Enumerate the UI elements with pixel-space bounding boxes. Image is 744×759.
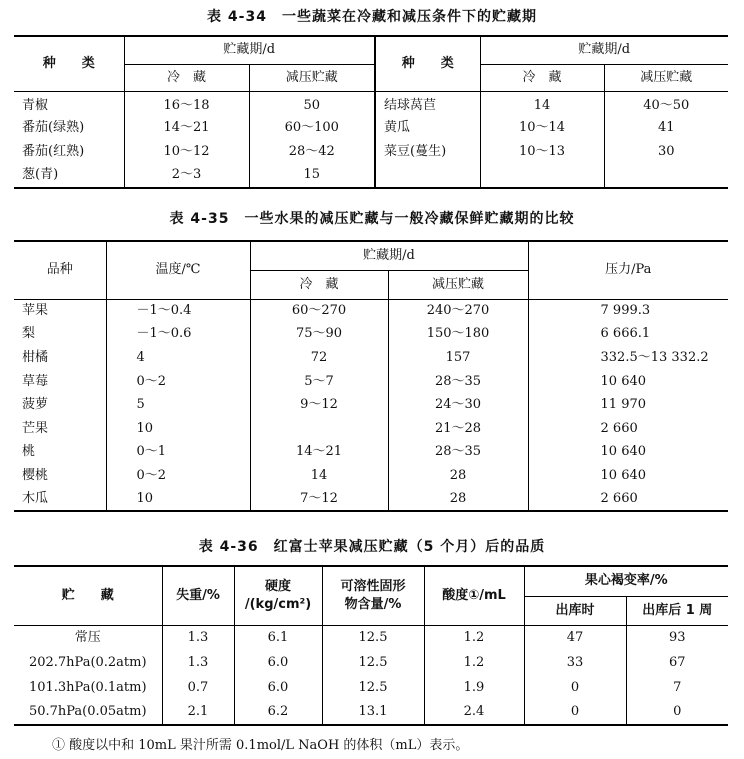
vacuum-days (604, 164, 728, 188)
weight-loss-header: 失重/% (162, 566, 234, 625)
cold-days: 9～12 (250, 393, 388, 417)
fruit-name: 苹果 (22, 303, 49, 319)
browning-week: 7 (626, 675, 728, 700)
vacuum-days: 30 (604, 140, 728, 164)
cold-days: 14 (480, 91, 604, 116)
vacuum-header: 减压贮藏 (388, 270, 528, 299)
vacuum-days: 28～42 (249, 140, 375, 164)
acidity: 1.2 (424, 650, 524, 675)
temperature: 10 (106, 488, 250, 512)
table-row (14, 488, 728, 512)
temperature: 0～2 (106, 464, 250, 488)
cold-days: 16～18 (124, 91, 249, 116)
cold-header: 冷 藏 (124, 64, 249, 91)
week-header: 出库后 1 周 (626, 596, 728, 625)
cold-days: 14～21 (124, 116, 249, 140)
temperature: 5 (106, 393, 250, 417)
weight-loss: 0.7 (162, 675, 234, 700)
table-4-35 (14, 240, 728, 512)
cold-days: 75～90 (250, 323, 388, 347)
cold-days: 7～12 (250, 488, 388, 512)
veg-name: 番茄(绿熟) (22, 119, 85, 135)
vacuum-days: 240～270 (388, 299, 528, 323)
soluble-solids: 13.1 (322, 700, 424, 725)
cold-days (250, 417, 388, 441)
period-header: 贮藏期/d (480, 36, 728, 64)
cold-days: 14 (250, 464, 388, 488)
acidity: 2.4 (424, 700, 524, 725)
pressure: 2 660 (528, 417, 728, 441)
browning-week: 67 (626, 650, 728, 675)
acidity: 1.2 (424, 625, 524, 650)
table-4-34-caption: 表 4-34 一些蔬菜在冷藏和减压条件下的贮藏期 (207, 9, 537, 25)
table-row (14, 625, 728, 650)
cold-header: 冷 藏 (480, 64, 604, 91)
vacuum-days: 157 (388, 346, 528, 370)
soluble-solids: 12.5 (322, 650, 424, 675)
table-row (14, 675, 728, 700)
cold-days: 14～21 (250, 441, 388, 465)
vacuum-days: 24～30 (388, 393, 528, 417)
vacuum-days: 15 (249, 164, 375, 188)
cold-days: 5～7 (250, 370, 388, 394)
vacuum-days: 150～180 (388, 323, 528, 347)
kind-header: 种 类 (14, 36, 124, 91)
table-row (14, 700, 728, 725)
pressure: 7 999.3 (528, 299, 728, 323)
veg-name (375, 164, 480, 188)
table-row (14, 116, 728, 140)
soluble-solids: 12.5 (322, 675, 424, 700)
hardness: 6.0 (234, 675, 322, 700)
cold-days: 10～14 (480, 116, 604, 140)
fruit-name: 芒果 (22, 420, 49, 436)
table-row (14, 91, 728, 116)
table-row (14, 464, 728, 488)
veg-name: 黄瓜 (375, 116, 480, 140)
cold-days (480, 164, 604, 188)
fruit-name: 柑橘 (22, 349, 49, 365)
kind-header: 种 类 (375, 36, 480, 91)
hardness: 6.1 (234, 625, 322, 650)
cold-days: 10～12 (124, 140, 249, 164)
table-4-35-caption: 表 4-35 一些水果的减压贮藏与一般冷藏保鲜贮藏期的比较 (169, 211, 575, 227)
table-row (14, 393, 728, 417)
table-row (14, 370, 728, 394)
browning-out: 47 (524, 625, 626, 650)
table-row (14, 346, 728, 370)
fruit-name: 菠萝 (22, 397, 49, 413)
vacuum-days: 40～50 (604, 91, 728, 116)
temp-header: 温度/℃ (106, 241, 250, 299)
vacuum-days: 60～100 (249, 116, 375, 140)
temperature: 10 (106, 417, 250, 441)
soluble-solids-header: 可溶性固形 物含量/% (322, 566, 424, 625)
table-row (14, 140, 728, 164)
vacuum-days: 50 (249, 91, 375, 116)
hardness-header: 硬度 /(kg/cm²) (234, 566, 322, 625)
pressure: 2 660 (528, 488, 728, 512)
vacuum-days: 28 (388, 464, 528, 488)
temperature: 4 (106, 346, 250, 370)
vacuum-days: 28 (388, 488, 528, 512)
soluble-solids: 12.5 (322, 625, 424, 650)
vacuum-days: 28～35 (388, 441, 528, 465)
storage-header: 贮 藏 (14, 566, 162, 625)
pressure: 332.5～13 332.2 (528, 346, 728, 370)
temperature: 0～1 (106, 441, 250, 465)
pressure: 11 970 (528, 393, 728, 417)
pressure-header: 压力/Pa (528, 241, 728, 299)
table-4-34 (14, 35, 728, 189)
vacuum-days: 41 (604, 116, 728, 140)
pressure: 10 640 (528, 464, 728, 488)
table-row (14, 441, 728, 465)
fruit-name: 草莓 (22, 373, 49, 389)
fruit-name: 桃 (22, 444, 36, 460)
out-header: 出库时 (524, 596, 626, 625)
weight-loss: 1.3 (162, 650, 234, 675)
veg-name: 菜豆(蔓生) (375, 140, 480, 164)
browning-week: 0 (626, 700, 728, 725)
veg-name: 青椒 (22, 97, 49, 113)
weight-loss: 2.1 (162, 700, 234, 725)
cold-header: 冷 藏 (250, 270, 388, 299)
acidity-header: 酸度①/mL (424, 566, 524, 625)
table-row (14, 417, 728, 441)
footnote: ① 酸度以中和 10mL 果汁所需 0.1mol/L NaOH 的体积（mL）表示。 (52, 738, 469, 753)
fruit-name: 木瓜 (22, 491, 49, 507)
veg-name: 结球莴苣 (375, 91, 480, 116)
weight-loss: 1.3 (162, 625, 234, 650)
storage: 50.7hPa(0.05atm) (28, 704, 147, 719)
cold-days: 2～3 (124, 164, 249, 188)
browning-header: 果心褐变率/% (524, 566, 728, 596)
temperature: －1～0.4 (106, 299, 250, 323)
kind-header: 品种 (14, 241, 106, 299)
table-4-36 (14, 565, 728, 726)
vacuum-header: 减压贮藏 (249, 64, 375, 91)
storage: 101.3hPa(0.1atm) (28, 679, 147, 695)
temperature: 0～2 (106, 370, 250, 394)
vacuum-days: 21～28 (388, 417, 528, 441)
veg-name: 番茄(红熟) (22, 143, 85, 159)
hardness: 6.2 (234, 700, 322, 725)
table-row (14, 650, 728, 675)
veg-name: 葱(青) (22, 167, 59, 182)
temperature: －1～0.6 (106, 323, 250, 347)
browning-out: 0 (524, 675, 626, 700)
table-row (14, 299, 728, 323)
browning-week: 93 (626, 625, 728, 650)
browning-out: 0 (524, 700, 626, 725)
table-4-36-caption: 表 4-36 红富士苹果减压贮藏（5 个月）后的品质 (198, 539, 546, 555)
pressure: 6 666.1 (528, 323, 728, 347)
fruit-name: 梨 (22, 326, 36, 342)
storage: 常压 (74, 629, 101, 645)
hardness: 6.0 (234, 650, 322, 675)
fruit-name: 樱桃 (22, 467, 49, 483)
cold-days: 72 (250, 346, 388, 370)
period-header: 贮藏期/d (124, 36, 375, 64)
storage: 202.7hPa(0.2atm) (28, 654, 147, 670)
browning-out: 33 (524, 650, 626, 675)
acidity: 1.9 (424, 675, 524, 700)
pressure: 10 640 (528, 370, 728, 394)
table-row (14, 164, 728, 188)
cold-days: 10～13 (480, 140, 604, 164)
vacuum-days: 28～35 (388, 370, 528, 394)
cold-days: 60～270 (250, 299, 388, 323)
period-header: 贮藏期/d (250, 241, 528, 270)
vacuum-header: 减压贮藏 (604, 64, 728, 91)
table-row (14, 323, 728, 347)
pressure: 10 640 (528, 441, 728, 465)
